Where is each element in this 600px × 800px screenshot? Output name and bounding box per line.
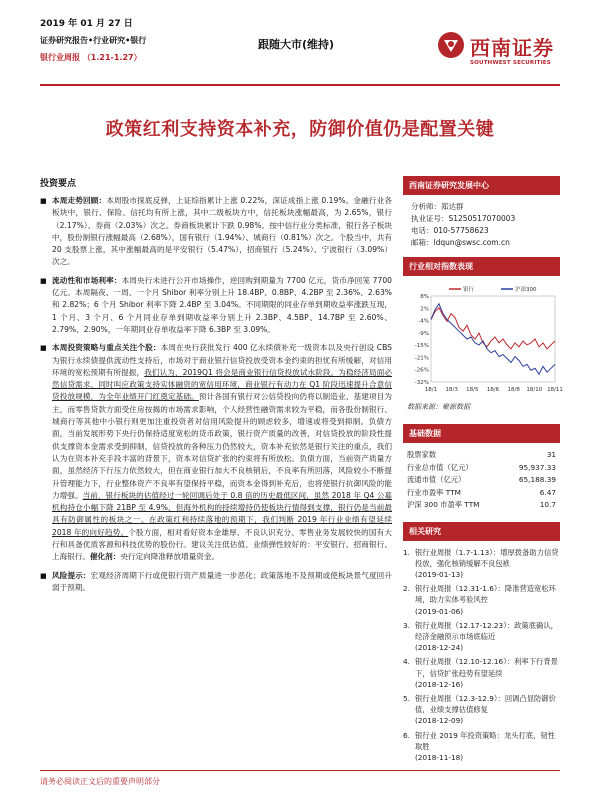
related-date: (2019-01-13) [415,569,464,579]
stats-key: 流通市值（亿元） [407,475,466,484]
y-tick-label: -15% [414,343,429,350]
related-title: 银行业周报（12.10-12.16）：利率下行背景下，信贷扩张趋势有望延续 [415,657,558,678]
y-tick-label: -26% [414,367,429,374]
bullet-text: 央行定向降准释放增量资金。 [120,552,220,562]
logo-mark-icon [436,30,466,60]
bullet-text: 个股方面，相对看好资本金雄厚、不良认识充分、零售业务发展较快的国有大行和具备优质客源和科技优势的股份行。建议关注低估值、业绩弹性较好的：平安银行、招商银行、上海银行。 [52,527,392,562]
basic-data-table [403,449,560,512]
company-logo [436,30,564,74]
report-date: 2019 年 01 月 27 日 [40,19,133,29]
email-address: ldqun@swsc.com.cn [433,238,510,247]
bullet-lead: 流动性和市场利率： [52,275,122,285]
related-date: (2018-11-18) [415,752,464,762]
stats-key: 行业市盈率 TTM [407,487,461,497]
related-item[interactable] [403,730,560,764]
related-item[interactable] [403,656,560,690]
related-item[interactable] [403,583,560,617]
report-category: 证券研究报告•行业研究•银行 [40,36,147,45]
y-tick-label: -21% [414,355,429,362]
related-num: 3. [403,620,410,630]
y-tick-label: -4% [418,318,429,325]
relative-index-chart [403,282,563,400]
sidebar [403,176,563,766]
stats-value: 65,188.39 [518,475,556,484]
y-tick-label: 2% [420,306,429,313]
stats-value: 95,937.33 [518,462,556,472]
series-line [431,308,555,349]
stats-row [403,462,560,475]
related-date: (2018-12-09) [415,716,464,726]
y-tick-label: 8% [420,294,429,300]
related-research-list [403,547,560,764]
investment-summary [40,176,392,600]
bullet-risk [40,570,392,595]
stats-value: 10.7 [539,500,556,509]
bullet-underlined: 我们认为，2019Q1 将会是商业银行信贷投放试水阶段。为稳经济局面必然信贷需求，同时叫应政策支持实体融资的宽信用环境，商业银行有动力在 Q1 阶段迅速提升合意信贷投放规模，为全年业绩开门红奠定基础。 [52,367,393,402]
x-tick-label: 18/11 [547,387,563,393]
license-number: S1250517070003 [448,214,516,223]
related-research-label: 相关研究 [403,522,560,541]
bullet-strategy [40,342,392,563]
related-title: 银行业周报（12.3-12.9）：回调凸显防御价值，业绩支撑估值修复 [415,693,556,715]
bullet-text: 宏观经济周期下行或使银行资产质量进一步恶化；政策落地不及预期或使板块景气度回升弱于预期。 [52,570,392,592]
bullet-underlined: 但海外机构的持续增持仍使板块行情得到支撑，银行仍是当前最具有防御属性的板块之一。在政策红利持续落地的预期下，我们判断 2019 年行业业绩有望延续 2018 年的向好趋势。 [52,503,393,537]
x-tick-label: 18/1 [424,387,438,393]
rating-label: 跟随大市(维持) [258,38,335,51]
bullet-liquidity [40,275,392,336]
x-tick-label: 18/8 [507,387,520,393]
stats-value: 6.47 [539,487,556,497]
x-tick-label: 18/3 [445,387,458,393]
y-tick-label: -9% [418,330,429,337]
team-label: 西南证券研究发展中心 [403,176,560,195]
related-num: 1. [403,547,410,557]
analyst-info [403,201,560,249]
bullet-lead: 本周走势回顾： [52,196,107,205]
related-date: (2018-12-24) [415,643,464,653]
analyst-name: 郑达群 [441,202,464,211]
related-title: 银行业 2019 年投资策略：龙头打底，韧性取胜 [415,730,555,751]
report-title: 政策红利支持资本补充，防御价值仍是配置关键 [105,119,495,140]
related-item[interactable] [403,547,560,581]
related-date: (2018-12-16) [415,679,464,689]
stats-value: 31 [546,450,556,459]
stats-row [403,474,560,487]
bullet-text: 本周央行未进行公开市场操作，逆回购到期量为 7700 亿元，货币净回笼 7700 亿元。本周隔夜、一周、一个月 Shibor 利率分别上升 18.4BP、0.8BP、4.2BP 至 2.36%、2.63%和 2.82%；6 个月 Shibor 利率下降 2.4BP 至 3.04%。不同期限的同业存单到期收益率涨跌互现，1 个月、3 个月、6 个月同业存单到期收益率分别上升 2.3BP、4.5BP、14.7BP 至 2.60%、2.79%、2.90%，一年期同业存单收益率下降 6.3BP 至 3.09%。 [52,275,392,334]
related-item[interactable] [403,693,560,727]
related-date: (2019-01-06) [415,606,464,616]
logo-text-en: SOUTHWEST SECURITIES [470,60,551,66]
stats-row [403,487,560,500]
footer-disclaimer: 请务必阅读正文后的重要声明部分 [40,777,160,786]
x-tick-label: 18/5 [466,387,479,393]
bullet-text: 本周在央行获批发行 400 亿永续债补充一级资本以及央行创设 CBS 为银行永续债提供流动性支持后，市场对于商业银行信贷投放受资本金约束的担忧有所缓解，对信用环境的宽松预期有所提振， [52,343,393,377]
email-label: 邮箱： [411,238,434,247]
logo-text-cn: 西南证券 [470,36,554,60]
related-title: 银行业周报（12.17-12.23）：政策底确认，经济金融预示市场底临近 [415,620,558,641]
x-tick-label: 18/6 [486,387,500,393]
stats-row [403,499,560,512]
analyst-label: 分析师： [411,202,441,211]
legend-label: 沪深300 [515,287,537,293]
chart-source: 数据来源：聚源数据 [407,403,470,411]
bullet-underlined: 当前，银行板块的估值经过一轮回调后处于 0.8 倍的历史最低区间，虽然 2018 年 Q4 公募机构持仓小幅下降 21BP 至 4.9%， [52,490,392,513]
related-num: 5. [403,693,410,703]
related-item[interactable] [403,620,560,654]
related-title: 银行业周报（12.31-1.6）：降准营造宽松环境，助力实体考验风控 [415,584,556,605]
report-header-info [40,16,146,63]
x-tick-label: 18/10 [526,387,543,393]
y-tick-label: -32% [414,380,429,386]
chart-svg [403,282,563,400]
bullet-lead: 风险提示： [52,570,91,580]
related-num: 4. [403,657,410,667]
basic-data-label: 基础数据 [403,424,560,443]
bullet-text: 本周股市探底反弹，上证综指累计上涨 0.22%，深证成指上涨 0.19%。金融行业各板块中，银行、保险、信托均有所上涨，其中二级板块方中，信托板块涨幅最高，为 2.65%，银行（2.17%）、券商（2.03%）次之。券商板块累计下跌 0.98%。按中信行业分类标准，银行各子板块中，股份制银行涨幅最高（2.68%），国有银行（1.94%）、城商行（0.81%）次之。个股当中，共有 20 支股票上涨，其中涨幅最高的是平安银行（5.47%），招商银行（5.24%）、宁波银行（3.09%）次之。 [52,196,392,267]
legend-label: 银行 [463,287,475,293]
related-num: 2. [403,584,410,594]
footer-divider [40,770,560,771]
chart-label: 行业相对指数表现 [403,257,560,276]
bullet-text: 预计各国有银行对公信贷投向仍将以制造业、基建项目为主，而零售贷款方面受住房按揭的市场需求影响，个人经营性融资需求较为平稳，而各股份制银行、城商行等其他中小银行则更加注重投资者对信用风险提升的顾虑较多，增速或将受到抑制。负债方面，当前发展形势下央行仍保持适度宽松的货币政策，银行资产质量的改善，对信贷投放的阶段性提供支撑资本金需求受到抑制，信贷投放的各种压力仍然较大，资本补充依然是银行关注的重点，我们认为在资本补充手段丰富的背景下，资本对信贷扩张的约束将有所放松。负债方面，当前资产质量方面，虽然经济下行压力依然较大，但在商业银行加大不良核销后，不良率有所回落，风险较小不断提升管理能力下，行业整体资产不良率有望保持平稳，而资本金得到补充后，也将使银行抗御风险的能力增强。 [52,392,392,500]
related-num: 6. [403,730,410,740]
bullet-lead: 催化剂： [89,552,121,562]
stats-row [403,449,560,462]
report-name: 银行业周报 （1.21-1.27） [40,53,142,62]
stats-key: 行业总市值（亿元） [407,462,473,472]
phone-label: 电话： [411,226,434,235]
stats-key: 沪深 300 市盈率 TTM [407,500,480,509]
bullet-lead: 本周投资策略与重点关注个股： [52,343,161,353]
license-label: 执业证号： [411,214,449,223]
stats-key: 股票家数 [407,450,437,459]
bullet-market-review [40,195,392,269]
phone-number: 010-57758623 [433,226,489,235]
related-title: 银行业周报（1.7-1.13）：增厚拨备助力信贷投放，强化核销缓解不良包袱 [415,547,559,568]
header-divider [40,84,560,86]
summary-label: 投资要点 [40,179,77,189]
